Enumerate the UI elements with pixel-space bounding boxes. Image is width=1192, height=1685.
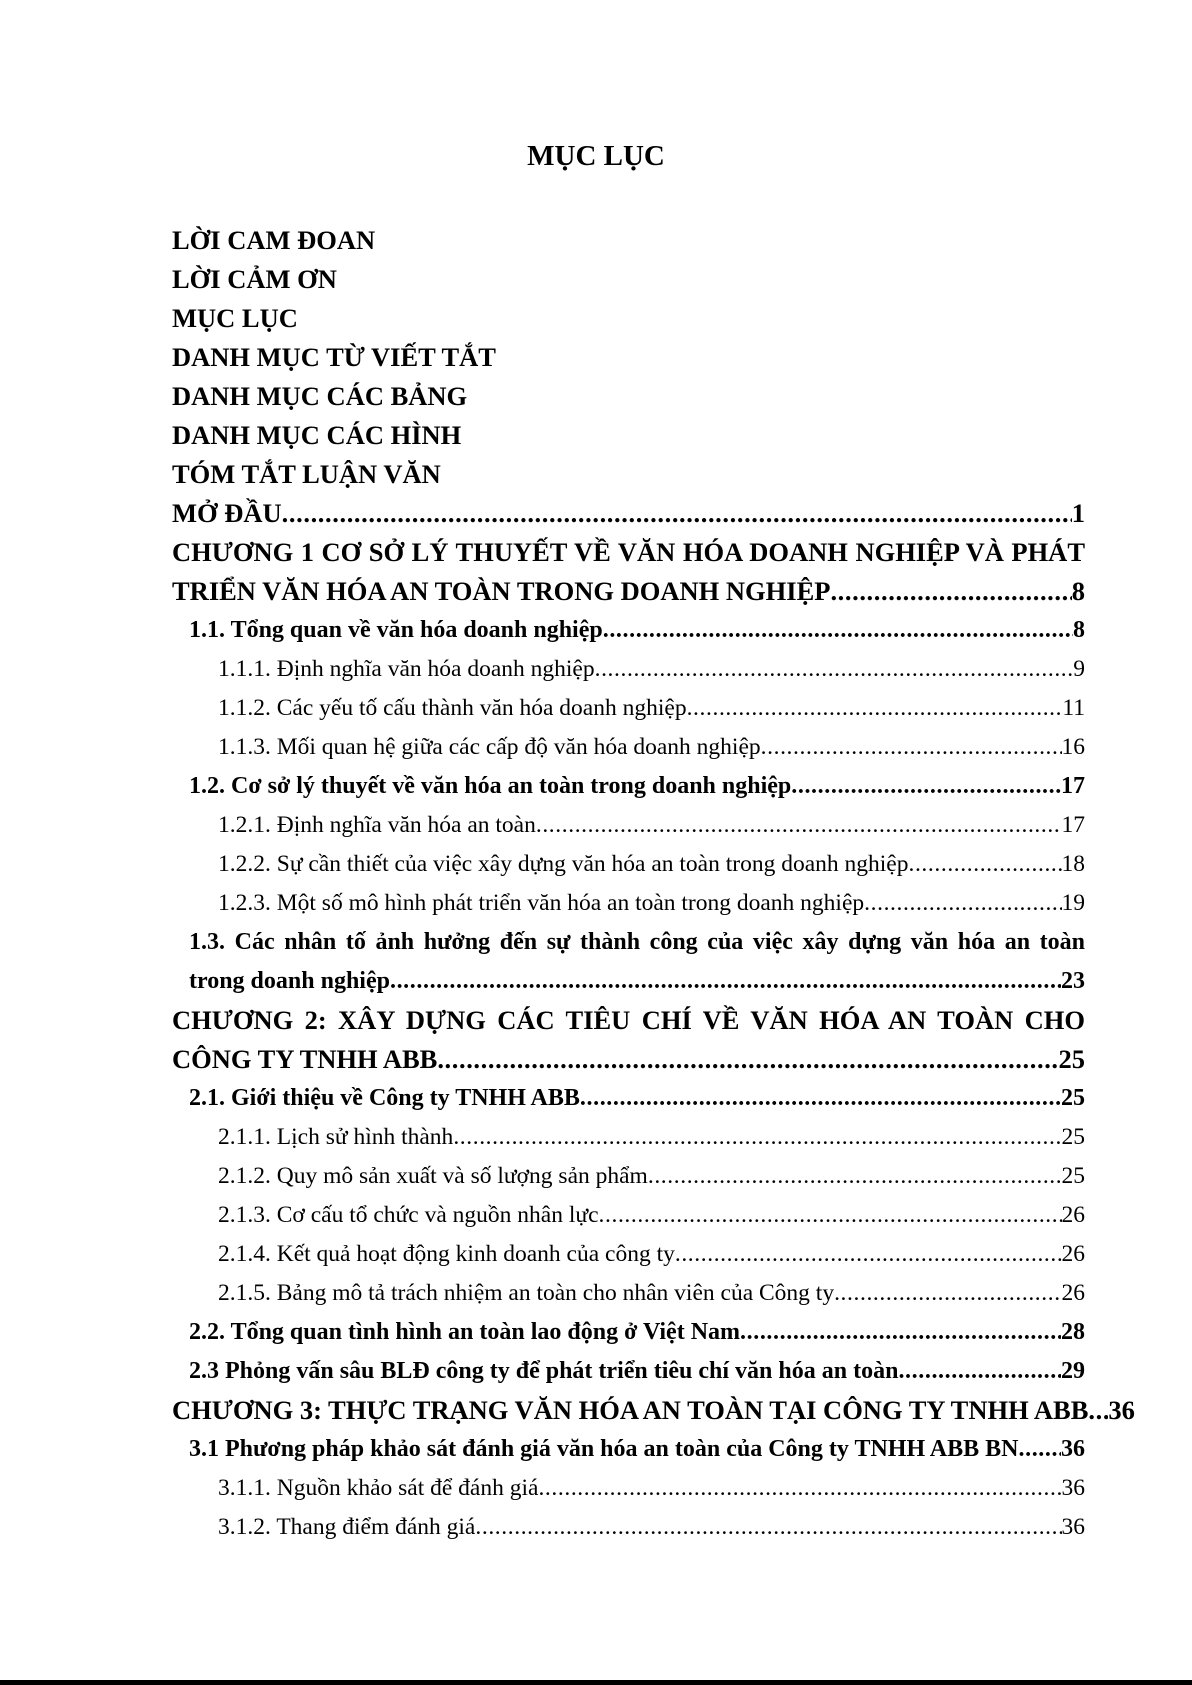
toc-entry[interactable] [172, 299, 1085, 338]
toc-entry-label: 2.1.2. Quy mô sản xuất và số lượng sản phẩm [218, 1163, 648, 1189]
toc-page-number: 36 [1061, 1514, 1085, 1540]
toc-entry[interactable] [172, 650, 1085, 689]
toc-entry-label: 1.2.1. Định nghĩa văn hóa an toàn [218, 812, 536, 838]
toc-entry[interactable] [172, 1430, 1085, 1469]
toc-entry-label: 1.1.3. Mối quan hệ giữa các cấp độ văn hóa doanh nghiệp [218, 734, 761, 760]
toc-entry[interactable] [172, 1079, 1085, 1118]
toc-page-number: 36 [1108, 1395, 1135, 1425]
toc-entry[interactable] [172, 884, 1085, 923]
toc-leader-dots [603, 611, 1073, 650]
toc-leader-dots [580, 1079, 1061, 1118]
toc-entry-label: TRIỂN VĂN HÓA AN TOÀN TRONG DOANH NGHIỆP [172, 576, 831, 606]
toc-entry-first-line: CHƯƠNG 1 CƠ SỞ LÝ THUYẾT VỀ VĂN HÓA DOANH NGHIỆP VÀ PHÁT [172, 537, 1085, 567]
toc-page-number: 1 [1071, 498, 1085, 528]
toc-page-number: 8 [1073, 617, 1085, 643]
toc-leader-dots [1088, 1391, 1108, 1430]
toc-entry[interactable] [172, 1313, 1085, 1352]
toc-entry[interactable] [172, 494, 1085, 533]
toc-entry-first-line: CHƯƠNG 2: XÂY DỰNG CÁC TIÊU CHÍ VỀ VĂN HÓA AN TOÀN CHO [172, 1005, 1085, 1035]
toc-entry-label: DANH MỤC CÁC HÌNH [172, 420, 462, 450]
toc-leader-dots [536, 806, 1062, 845]
toc-entry[interactable] [172, 1508, 1085, 1547]
toc-leader-dots [864, 884, 1061, 923]
toc-entry-label: 1.2. Cơ sở lý thuyết về văn hóa an toàn trong doanh nghiệp [189, 773, 792, 799]
toc-entry-label: LỜI CAM ĐOAN [172, 225, 376, 255]
toc-leader-dots [898, 1352, 1061, 1391]
toc-entry-label: 2.1. Giới thiệu về Công ty TNHH ABB [189, 1085, 580, 1111]
toc-entry-label: CHƯƠNG 3: THỰC TRẠNG VĂN HÓA AN TOÀN TẠI CÔNG TY TNHH ABB [172, 1395, 1089, 1425]
toc-entry[interactable] [172, 377, 1085, 416]
toc-page-number: 28 [1061, 1319, 1085, 1345]
toc-entry-label: 1.1.2. Các yếu tố cấu thành văn hóa doanh nghiệp [218, 695, 687, 721]
toc-entry[interactable] [172, 1391, 1135, 1430]
toc-entry-label: MỤC LỤC [172, 303, 298, 333]
toc-page-number: 29 [1061, 1358, 1085, 1384]
toc-leader-dots [282, 494, 1072, 533]
toc-leader-dots [830, 572, 1071, 611]
toc-leader-dots [834, 1274, 1061, 1313]
toc-entry-label: 3.1.2. Thang điểm đánh giá [218, 1514, 476, 1540]
toc-page-number: 26 [1061, 1280, 1085, 1306]
toc-entry[interactable] [172, 1235, 1085, 1274]
toc-leader-dots [475, 1508, 1061, 1547]
toc-entry-label: 1.1.1. Định nghĩa văn hóa doanh nghiệp [218, 656, 595, 682]
toc-entry[interactable] [172, 689, 1085, 728]
toc-entry[interactable] [172, 416, 1085, 455]
toc-entry-label: 3.1.1. Nguồn khảo sát để đánh giá [218, 1475, 539, 1501]
toc-entry-label: 3.1 Phương pháp khảo sát đánh giá văn hóa an toàn của Công ty TNHH ABB BN [189, 1436, 1019, 1462]
toc-page-number: 8 [1071, 576, 1085, 606]
toc-page-number: 25 [1058, 1044, 1085, 1074]
toc-leader-dots [908, 845, 1061, 884]
toc-entry[interactable] [172, 1001, 1085, 1079]
toc-entry[interactable] [172, 260, 1085, 299]
toc-leader-dots [761, 728, 1062, 767]
toc-entry[interactable] [172, 1196, 1085, 1235]
toc-entry[interactable] [172, 1274, 1085, 1313]
toc-entry[interactable] [172, 533, 1085, 611]
toc-page-number: 26 [1061, 1202, 1085, 1228]
toc-entry-label: 1.2.2. Sự cần thiết của việc xây dựng văn hóa an toàn trong doanh nghiệp [218, 851, 909, 877]
toc-leader-dots [740, 1313, 1061, 1352]
toc-entry[interactable] [172, 1157, 1085, 1196]
toc-page-number: 36 [1061, 1436, 1085, 1462]
page-bottom-edge [0, 1680, 1192, 1685]
toc-page-number: 23 [1061, 968, 1085, 994]
toc-page-number: 9 [1073, 656, 1085, 682]
toc-entry[interactable] [172, 767, 1085, 806]
toc-entry-label: 2.1.3. Cơ cấu tổ chức và nguồn nhân lực [218, 1202, 599, 1228]
toc-leader-dots [1019, 1430, 1062, 1469]
toc-page-number: 19 [1061, 890, 1085, 916]
table-of-contents [172, 221, 1135, 1547]
toc-entry-label: 2.1.4. Kết quả hoạt động kinh doanh của công ty [218, 1241, 675, 1267]
toc-entry[interactable] [172, 806, 1085, 845]
toc-entry[interactable] [172, 1118, 1085, 1157]
toc-entry-label: DANH MỤC CÁC BẢNG [172, 381, 468, 411]
toc-page-number: 17 [1061, 773, 1085, 799]
toc-entry-label: 1.1. Tổng quan về văn hóa doanh nghiệp [189, 617, 603, 643]
toc-leader-dots [453, 1118, 1061, 1157]
toc-entry[interactable] [172, 923, 1085, 1001]
toc-entry[interactable] [172, 221, 1085, 260]
toc-entry[interactable] [172, 845, 1085, 884]
toc-page-number: 25 [1061, 1163, 1085, 1189]
toc-entry[interactable] [172, 1469, 1085, 1508]
toc-entry-label: MỞ ĐẦU [172, 498, 282, 528]
toc-page-number: 25 [1061, 1124, 1085, 1150]
toc-leader-dots [791, 767, 1061, 806]
toc-entry-label: 2.1.1. Lịch sử hình thành [218, 1124, 454, 1150]
page-title: MỤC LỤC [527, 140, 665, 172]
toc-page-number: 17 [1061, 812, 1085, 838]
toc-page-number: 25 [1061, 1085, 1085, 1111]
toc-leader-dots [538, 1469, 1061, 1508]
toc-leader-dots [675, 1235, 1062, 1274]
toc-leader-dots [599, 1196, 1062, 1235]
toc-entry-label: CÔNG TY TNHH ABB [172, 1044, 438, 1074]
toc-entry-label: DANH MỤC TỪ VIẾT TẮT [172, 342, 496, 372]
toc-entry-label: 2.2. Tổng quan tình hình an toàn lao động ở Việt Nam [189, 1319, 741, 1345]
toc-page-number: 26 [1061, 1241, 1085, 1267]
toc-entry[interactable] [172, 455, 1085, 494]
toc-entry-label: 2.1.5. Bảng mô tả trách nhiệm an toàn cho nhân viên của Công ty [218, 1280, 835, 1306]
toc-leader-dots [437, 1040, 1058, 1079]
toc-leader-dots [595, 650, 1074, 689]
toc-entry-first-line: 1.3. Các nhân tố ảnh hưởng đến sự thành công của việc xây dựng văn hóa an toàn [189, 929, 1085, 955]
toc-leader-dots [390, 962, 1061, 1001]
toc-leader-dots [648, 1157, 1062, 1196]
toc-entry-label: trong doanh nghiệp [189, 968, 390, 994]
toc-entry-label: 2.3 Phỏng vấn sâu BLĐ công ty để phát triển tiêu chí văn hóa an toàn [189, 1358, 899, 1384]
toc-entry-label: LỜI CẢM ƠN [172, 264, 337, 294]
toc-entry-label: 1.2.3. Một số mô hình phát triển văn hóa an toàn trong doanh nghiệp [218, 890, 865, 916]
toc-leader-dots [687, 689, 1063, 728]
toc-entry[interactable] [172, 728, 1085, 767]
toc-entry-label: TÓM TẮT LUẬN VĂN [172, 459, 441, 489]
toc-entry[interactable] [172, 338, 1085, 377]
toc-entry[interactable] [172, 1352, 1085, 1391]
toc-page-number: 36 [1061, 1475, 1085, 1501]
toc-entry[interactable] [172, 611, 1085, 650]
toc-page-number: 18 [1061, 851, 1085, 877]
toc-page-number: 16 [1061, 734, 1085, 760]
toc-page-number: 11 [1062, 695, 1085, 721]
